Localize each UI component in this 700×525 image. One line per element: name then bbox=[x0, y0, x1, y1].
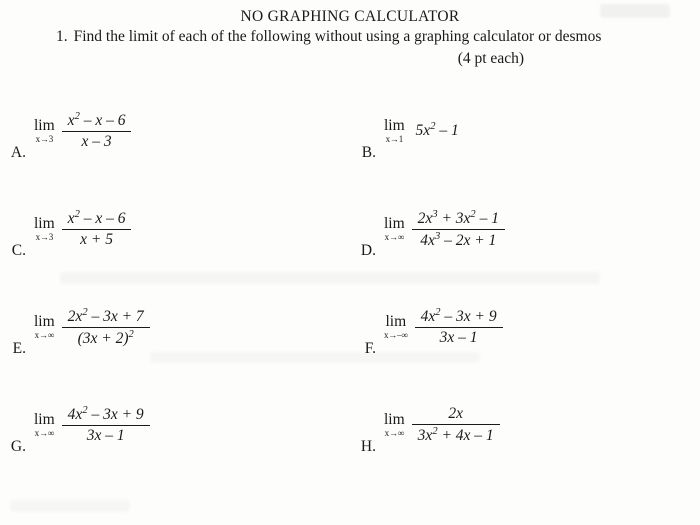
problem-item-c bbox=[0, 180, 350, 278]
limit-word: lim bbox=[34, 313, 55, 331]
problem-item-f bbox=[350, 278, 700, 376]
problem-letter: G. bbox=[10, 438, 26, 455]
limit-operator bbox=[34, 412, 55, 438]
fraction bbox=[415, 307, 503, 347]
problem-number: 1. bbox=[56, 28, 68, 45]
problem-letter: E. bbox=[12, 340, 26, 357]
fraction bbox=[62, 307, 150, 348]
fraction-numerator: $4x^2 - 3x + 9$ bbox=[67, 405, 144, 424]
limit-subscript: x→1 bbox=[385, 133, 404, 144]
problem-letter: H. bbox=[360, 438, 376, 455]
limit-operator bbox=[384, 412, 405, 438]
fraction-denominator: x + 5 bbox=[80, 231, 113, 249]
problem-item-b bbox=[350, 82, 700, 180]
problem-letter: F. bbox=[364, 340, 376, 357]
problem-item-e bbox=[0, 278, 350, 376]
problem-expression bbox=[384, 307, 503, 347]
problems-grid bbox=[0, 82, 700, 474]
scan-artifact bbox=[10, 500, 130, 512]
limit-word: lim bbox=[384, 411, 405, 429]
fraction-numerator: $4x^2 - 3x + 9$ bbox=[420, 307, 497, 326]
limit-subscript: x→3 bbox=[35, 231, 54, 242]
fraction-numerator: $2x^3 + 3x^2 - 1$ bbox=[417, 208, 499, 227]
problem-letter: A. bbox=[10, 144, 26, 161]
problem-expression bbox=[384, 209, 505, 250]
expression-body: $5x^2 - 1$ bbox=[411, 121, 459, 140]
limit-subscript: x→∞ bbox=[384, 231, 404, 242]
fraction-numerator: 2x bbox=[448, 405, 463, 423]
points-note: (4 pt each) bbox=[457, 50, 524, 67]
problem-expression bbox=[34, 209, 131, 249]
limit-word: lim bbox=[384, 215, 405, 233]
problem-prompt bbox=[0, 26, 700, 46]
problem-expression bbox=[34, 405, 150, 445]
limit-subscript: x→∞ bbox=[34, 427, 54, 438]
page-title: NO GRAPHING CALCULATOR bbox=[240, 8, 460, 25]
fraction-denominator: 3x – 1 bbox=[86, 427, 125, 445]
problem-expression bbox=[34, 111, 131, 151]
fraction bbox=[412, 209, 505, 250]
fraction bbox=[62, 405, 150, 445]
problem-letter: B. bbox=[361, 144, 376, 161]
limit-operator bbox=[34, 118, 55, 144]
limit-operator bbox=[384, 118, 405, 144]
problem-expression bbox=[384, 118, 459, 144]
fraction bbox=[62, 209, 132, 249]
fraction-denominator: $4x^3 - 2x + 1$ bbox=[420, 230, 497, 249]
limit-operator bbox=[34, 216, 55, 242]
limit-subscript: x→∞ bbox=[384, 427, 404, 438]
fraction-denominator: $(3x + 2)^2$ bbox=[77, 328, 134, 347]
problem-letter: C. bbox=[11, 242, 26, 259]
prompt-text: Find the limit of each of the following without using a graphing calculator or desmos bbox=[73, 28, 602, 45]
problem-row bbox=[0, 180, 700, 278]
fraction-denominator: 3x – 1 bbox=[439, 329, 478, 347]
limit-operator bbox=[384, 216, 405, 242]
problem-expression bbox=[384, 405, 500, 445]
fraction-denominator: $3x^2 + 4x - 1$ bbox=[417, 425, 494, 445]
limit-operator bbox=[384, 314, 408, 340]
limit-operator bbox=[34, 314, 55, 340]
problem-item-g bbox=[0, 376, 350, 474]
problem-item-a bbox=[0, 82, 350, 180]
limit-subscript: x→∞ bbox=[34, 329, 54, 340]
problem-row bbox=[0, 278, 700, 376]
fraction bbox=[412, 405, 500, 445]
problem-item-h bbox=[350, 376, 700, 474]
limit-word: lim bbox=[34, 117, 55, 135]
problem-letter: D. bbox=[360, 242, 376, 259]
fraction-numerator: $x^2$ – x – 6 bbox=[67, 111, 126, 130]
limit-word: lim bbox=[384, 117, 405, 135]
fraction bbox=[62, 111, 132, 151]
fraction-numerator: $x^2$ – x – 6 bbox=[67, 209, 126, 228]
problem-expression bbox=[34, 307, 150, 348]
problem-row bbox=[0, 376, 700, 474]
problem-item-d bbox=[350, 180, 700, 278]
fraction-numerator: $2x^2 - 3x + 7$ bbox=[67, 306, 144, 325]
fraction-denominator: x – 3 bbox=[81, 133, 112, 151]
problem-row bbox=[0, 82, 700, 180]
limit-subscript: x→–∞ bbox=[384, 329, 408, 340]
limit-word: lim bbox=[34, 215, 55, 233]
scan-artifact bbox=[600, 4, 670, 18]
limit-subscript: x→3 bbox=[35, 133, 54, 144]
limit-word: lim bbox=[385, 313, 407, 331]
limit-word: lim bbox=[34, 411, 55, 429]
